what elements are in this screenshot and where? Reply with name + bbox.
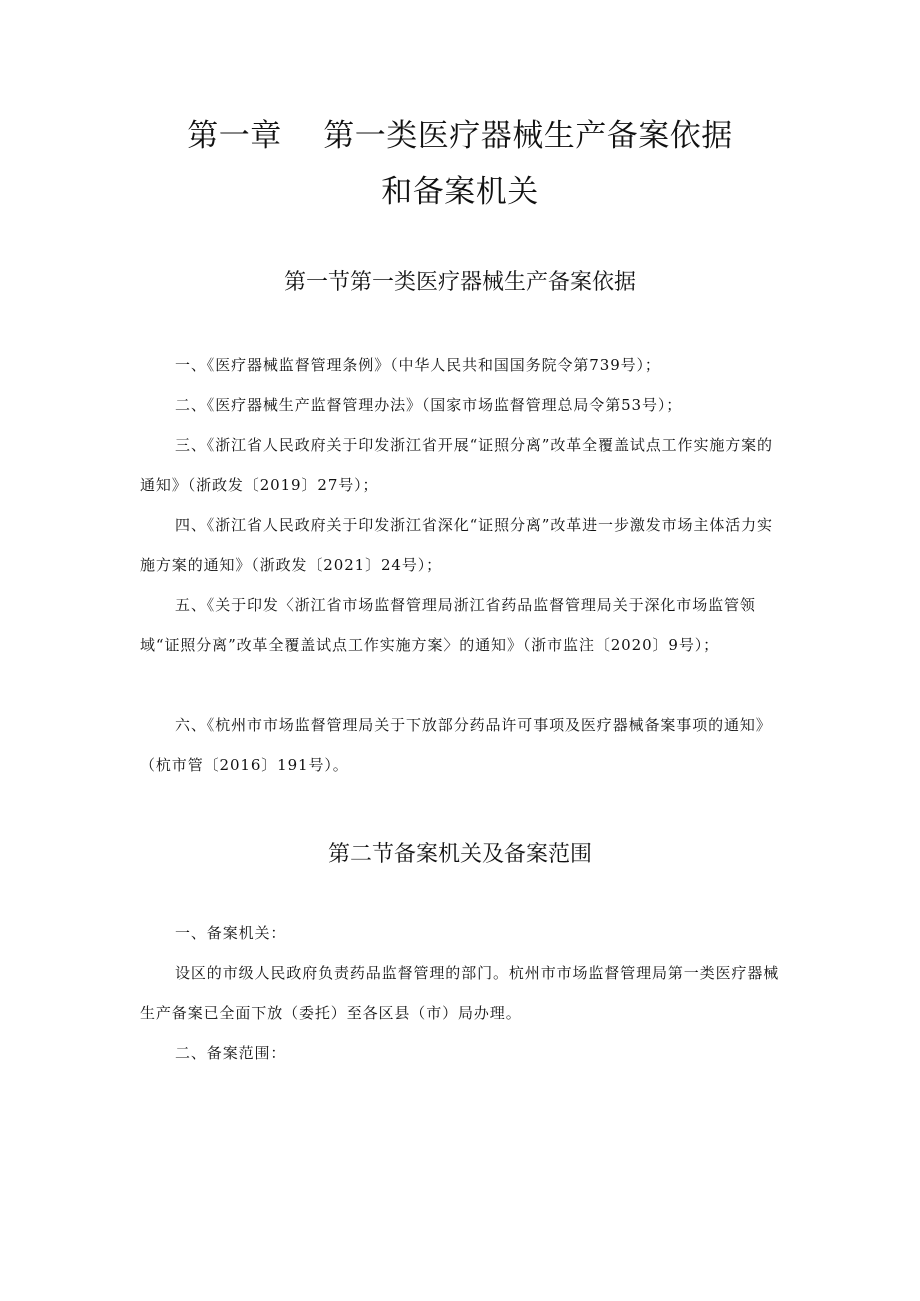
basis-item-5: 五、《关于印发〈浙江省市场监督管理局浙江省药品监督管理局关于深化市场监管领域“证照分离”改革全覆盖试点工作实施方案〉的通知》（浙市监注〔2020〕9号）； <box>140 596 756 654</box>
chapter-title-line-2: 和备案机关 <box>381 174 539 210</box>
basis-item-6: 六、《杭州市市场监督管理局关于下放部分药品许可事项及医疗器械备案事项的通知》（杭市管〔2016〕191号）。 <box>140 716 772 774</box>
scope-heading: 二、备案范围： <box>175 1044 287 1062</box>
chapter-title-line-1: 第一章 第一类医疗器械生产备案依据 <box>187 118 733 154</box>
basis-item-3: 三、《浙江省人民政府关于印发浙江省开展“证照分离”改革全覆盖试点工作实施方案的通知》（浙政发〔2019〕27号）； <box>140 436 773 494</box>
authority-heading: 一、备案机关： <box>175 924 287 942</box>
basis-item-1: 一、《医疗器械监督管理条例》（中华人民共和国国务院令第739号）； <box>175 356 661 374</box>
basis-item-4: 四、《浙江省人民政府关于印发浙江省深化“证照分离”改革进一步激发市场主体活力实施方案的通知》（浙政发〔2021〕24号）； <box>140 516 773 574</box>
section-1-title: 第一节第一类医疗器械生产备案依据 <box>283 270 636 295</box>
basis-item-2: 二、《医疗器械生产监督管理办法》（国家市场监督管理总局令第53号）； <box>175 396 683 414</box>
section-2-title: 第二节备案机关及备案范围 <box>327 842 592 867</box>
authority-text: 设区的市级人民政府负责药品监督管理的部门。杭州市市场监督管理局第一类医疗器械生产备案已全面下放（委托）至各区县（市）局办理。 <box>140 964 780 1022</box>
